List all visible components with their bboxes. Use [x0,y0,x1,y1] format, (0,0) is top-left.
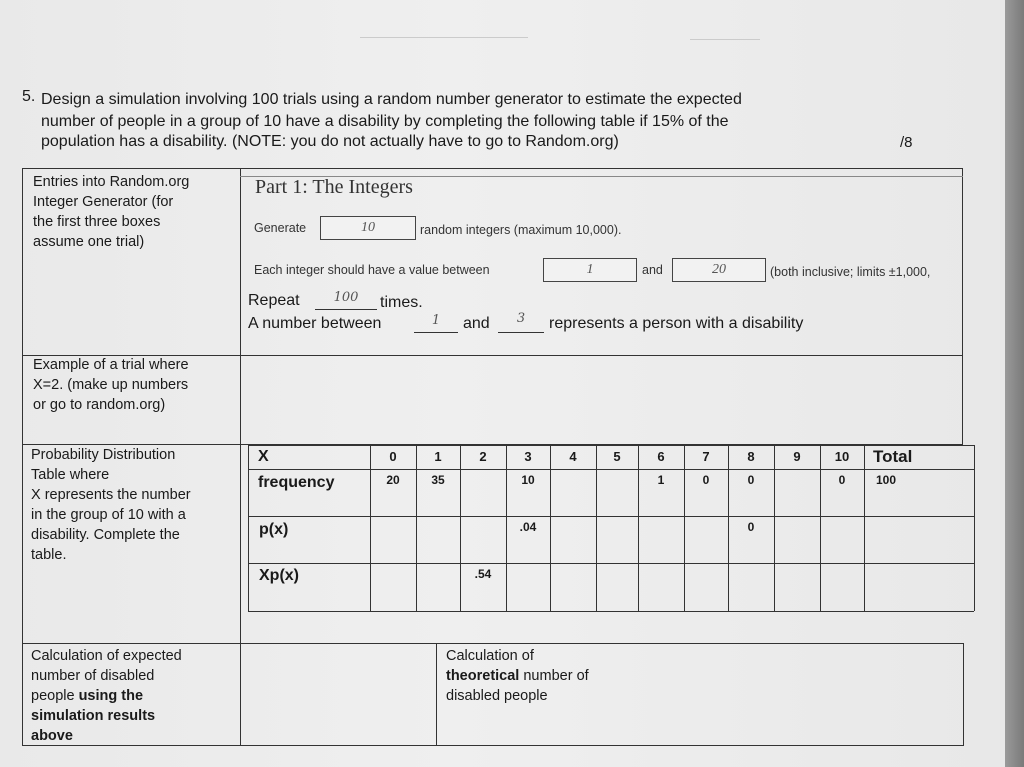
max-value-box[interactable]: 20 [672,258,766,282]
table-column-line [550,445,551,611]
label-column-divider [240,168,241,644]
x-value-cell: 7 [702,449,710,464]
table-column-line [684,445,685,611]
repeat-value: 100 [333,290,359,305]
form-row-divider [22,643,964,644]
form-top-border [22,168,963,169]
x-value-cell: 1 [434,449,442,464]
question-line-2: number of people in a group of 10 have a disability by completing the following table if 15% of the [41,113,729,130]
table-column-line [974,445,975,611]
question-number: 5. [22,88,36,105]
between-label: Each integer should have a value between [254,263,490,277]
x-value-cell: 10 [834,449,850,464]
table-column-line [460,445,461,611]
frequency-cell: 35 [431,473,445,487]
frequency-cell: 0 [838,473,846,487]
label-column-divider [240,643,241,745]
limits-note: (both inclusive; limits ±1,000, [770,265,931,279]
row-header-xpx: Xp(x) [259,567,299,584]
form-right-border [962,168,963,445]
xpx-cell: .54 [474,567,492,581]
page-edge-shadow [1005,0,1024,767]
table-column-line [774,445,775,611]
table-row-line [248,611,974,612]
table-column-line [370,445,371,611]
number-min-underline [414,332,458,333]
form-right-border [963,643,964,745]
x-value-cell: 9 [793,449,801,464]
min-value-box[interactable]: 1 [543,258,637,282]
times-label: times. [380,294,423,311]
frequency-cell: 10 [521,473,535,487]
x-value-cell: 8 [747,449,755,464]
bleed-through-text: ————— [690,30,760,46]
x-value-cell: 6 [657,449,665,464]
calc-expected-label: Calculation of expected number of disabled people using the simulation results above [31,648,182,744]
number-max-underline [498,332,544,333]
px-cell: 0 [747,520,755,534]
row-header-frequency: frequency [258,474,335,491]
part-title: Part 1: The Integers [255,176,413,198]
and-label: and [642,263,663,277]
table-column-line [248,445,249,611]
number-between-label: A number between [248,315,382,332]
entries-label: Entries into Random.org Integer Generator (for the first three boxes assume one trial) [33,174,190,250]
table-row-line [248,563,974,564]
example-label: Example of a trial where X=2. (make up numbers or go to random.org) [33,357,189,413]
row-header-x: X [258,448,269,465]
form-left-border [22,168,23,745]
question-line-3: population has a disability. (NOTE: you do not actually have to go to Random.org) [41,133,619,150]
generate-count-box[interactable]: 10 [320,216,416,240]
generate-label: Generate [254,221,307,235]
frequency-cell: 1 [657,473,665,487]
number-max-value: 3 [516,311,526,326]
total-header: Total [873,447,913,466]
repeat-label: Repeat [248,292,300,309]
frequency-total-cell: 100 [875,473,897,487]
x-value-cell: 4 [569,449,577,464]
table-row-line [248,445,974,446]
frequency-cell: 0 [747,473,755,487]
table-row-line [248,516,974,517]
table-column-line [596,445,597,611]
number-min-value: 1 [431,313,441,328]
frequency-cell: 0 [702,473,710,487]
row-header-px: p(x) [259,521,289,538]
calc-theoretical-label: Calculation of theoretical number of disabled people [446,648,589,704]
table-row-line [248,469,974,470]
x-value-cell: 0 [389,449,397,464]
distribution-label: Probability Distribution Table where X represents the number in the group of 10 with a disability. Complete the table. [31,447,191,563]
question-marks: /8 [900,134,913,151]
px-cell: .04 [519,520,537,534]
x-value-cell: 3 [524,449,532,464]
repeat-underline [315,309,377,310]
table-column-line [638,445,639,611]
frequency-cell: 20 [386,473,400,487]
table-column-line [416,445,417,611]
generate-suffix: random integers (maximum 10,000). [420,223,622,237]
x-value-cell: 5 [613,449,621,464]
bleed-through-text: ———————————— [360,28,528,44]
x-value-cell: 2 [479,449,487,464]
number-and-label: and [463,315,490,332]
table-column-line [864,445,865,611]
table-column-line [820,445,821,611]
represents-label: represents a person with a disability [549,315,804,332]
calc-column-divider [436,643,437,745]
question-line-1: Design a simulation involving 100 trials using a random number generator to estimate the expected [41,91,742,108]
